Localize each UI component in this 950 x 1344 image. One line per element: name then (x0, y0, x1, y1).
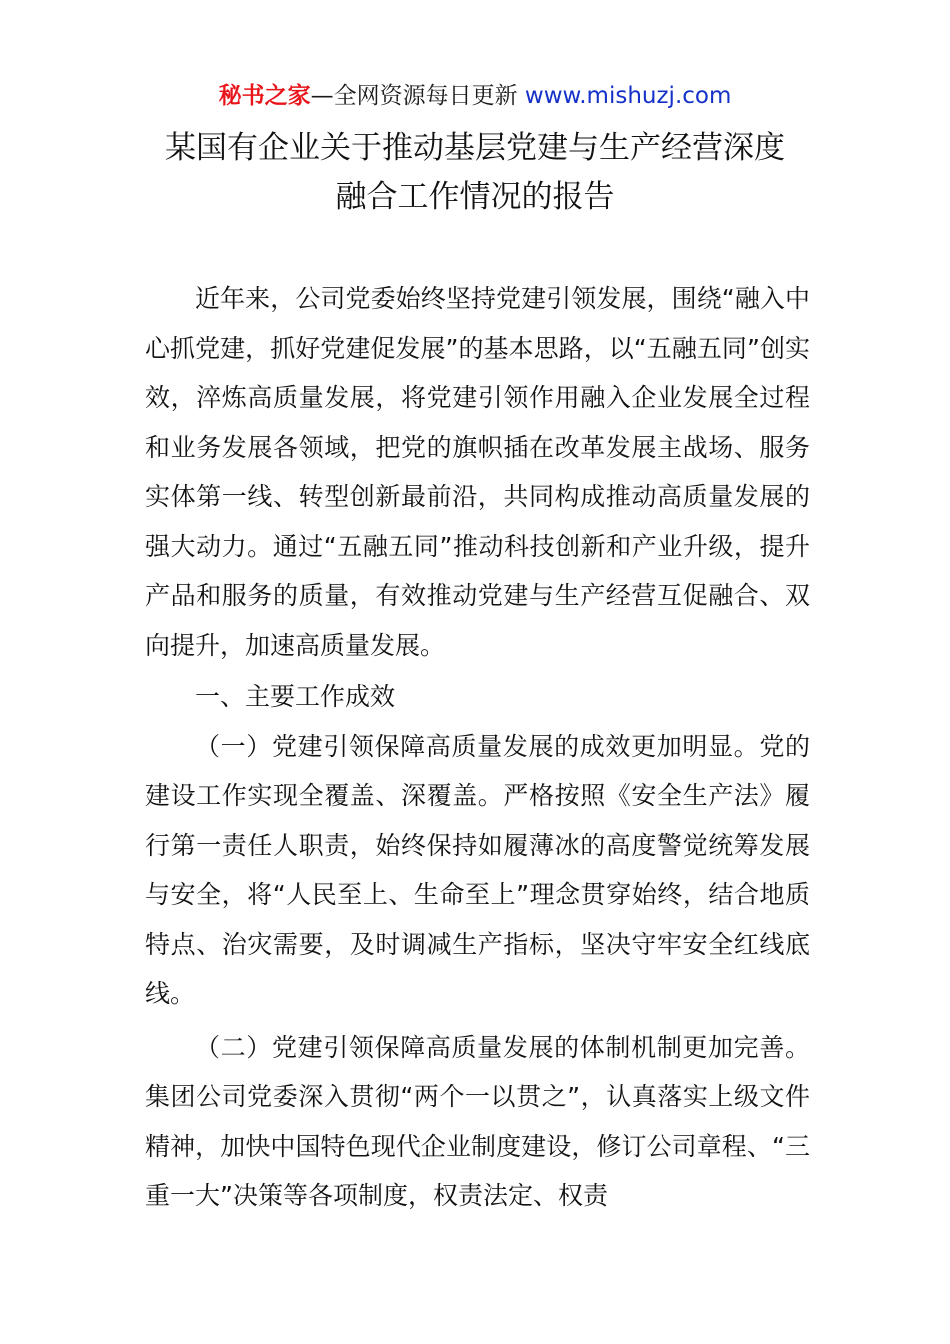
intro-paragraph: 近年来，公司党委始终坚持党建引领发展，围绕“融入中心抓党建，抓好党建促发展”的基本思路，以“五融五同”创实效，淬炼高质量发展，将党建引领作用融入企业发展全过程和业务发展各领域，把党的旗帜插在改革发展主战场、服务实体第一线、转型创新最前沿，共同构成推动高质量发展的强大动力。通过“五融五同”推动科技创新和产业升级，提升产品和服务的质量，有效推动党建与生产经营互促融合、双向提升，加速高质量发展。 (145, 284, 810, 660)
document-title (100, 124, 850, 222)
site-header (0, 80, 950, 112)
title-line-1: 某国有企业关于推动基层党建与生产经营深度 (165, 130, 785, 166)
document-body (145, 274, 810, 1221)
brand-name: 秘书之家 (218, 83, 311, 109)
site-url-link[interactable]: www.mishuzj.com (524, 83, 732, 109)
section-heading: 一、主要工作成效 (195, 682, 396, 711)
subsection-2-paragraph: （二）党建引领保障高质量发展的体制机制更加完善。集团公司党委深入贯彻“两个一以贯之”，认真落实上级文件精神，加快中国特色现代企业制度建设，修订公司章程、“三重一大”决策等各项制度，权责法定、权责 (145, 1032, 810, 1210)
title-line-2: 融合工作情况的报告 (335, 179, 615, 215)
subsection-1-paragraph: （一）党建引领保障高质量发展的成效更加明显。党的建设工作实现全覆盖、深覆盖。严格按照《安全生产法》履行第一责任人职责，始终保持如履薄冰的高度警觉统筹发展与安全，将“人民至上、生命至上”理念贯穿始终，结合地质特点、治灾需要，及时调减生产指标，坚决守牢安全红线底线。 (145, 731, 810, 1008)
site-slogan: —全网资源每日更新 (310, 83, 518, 109)
